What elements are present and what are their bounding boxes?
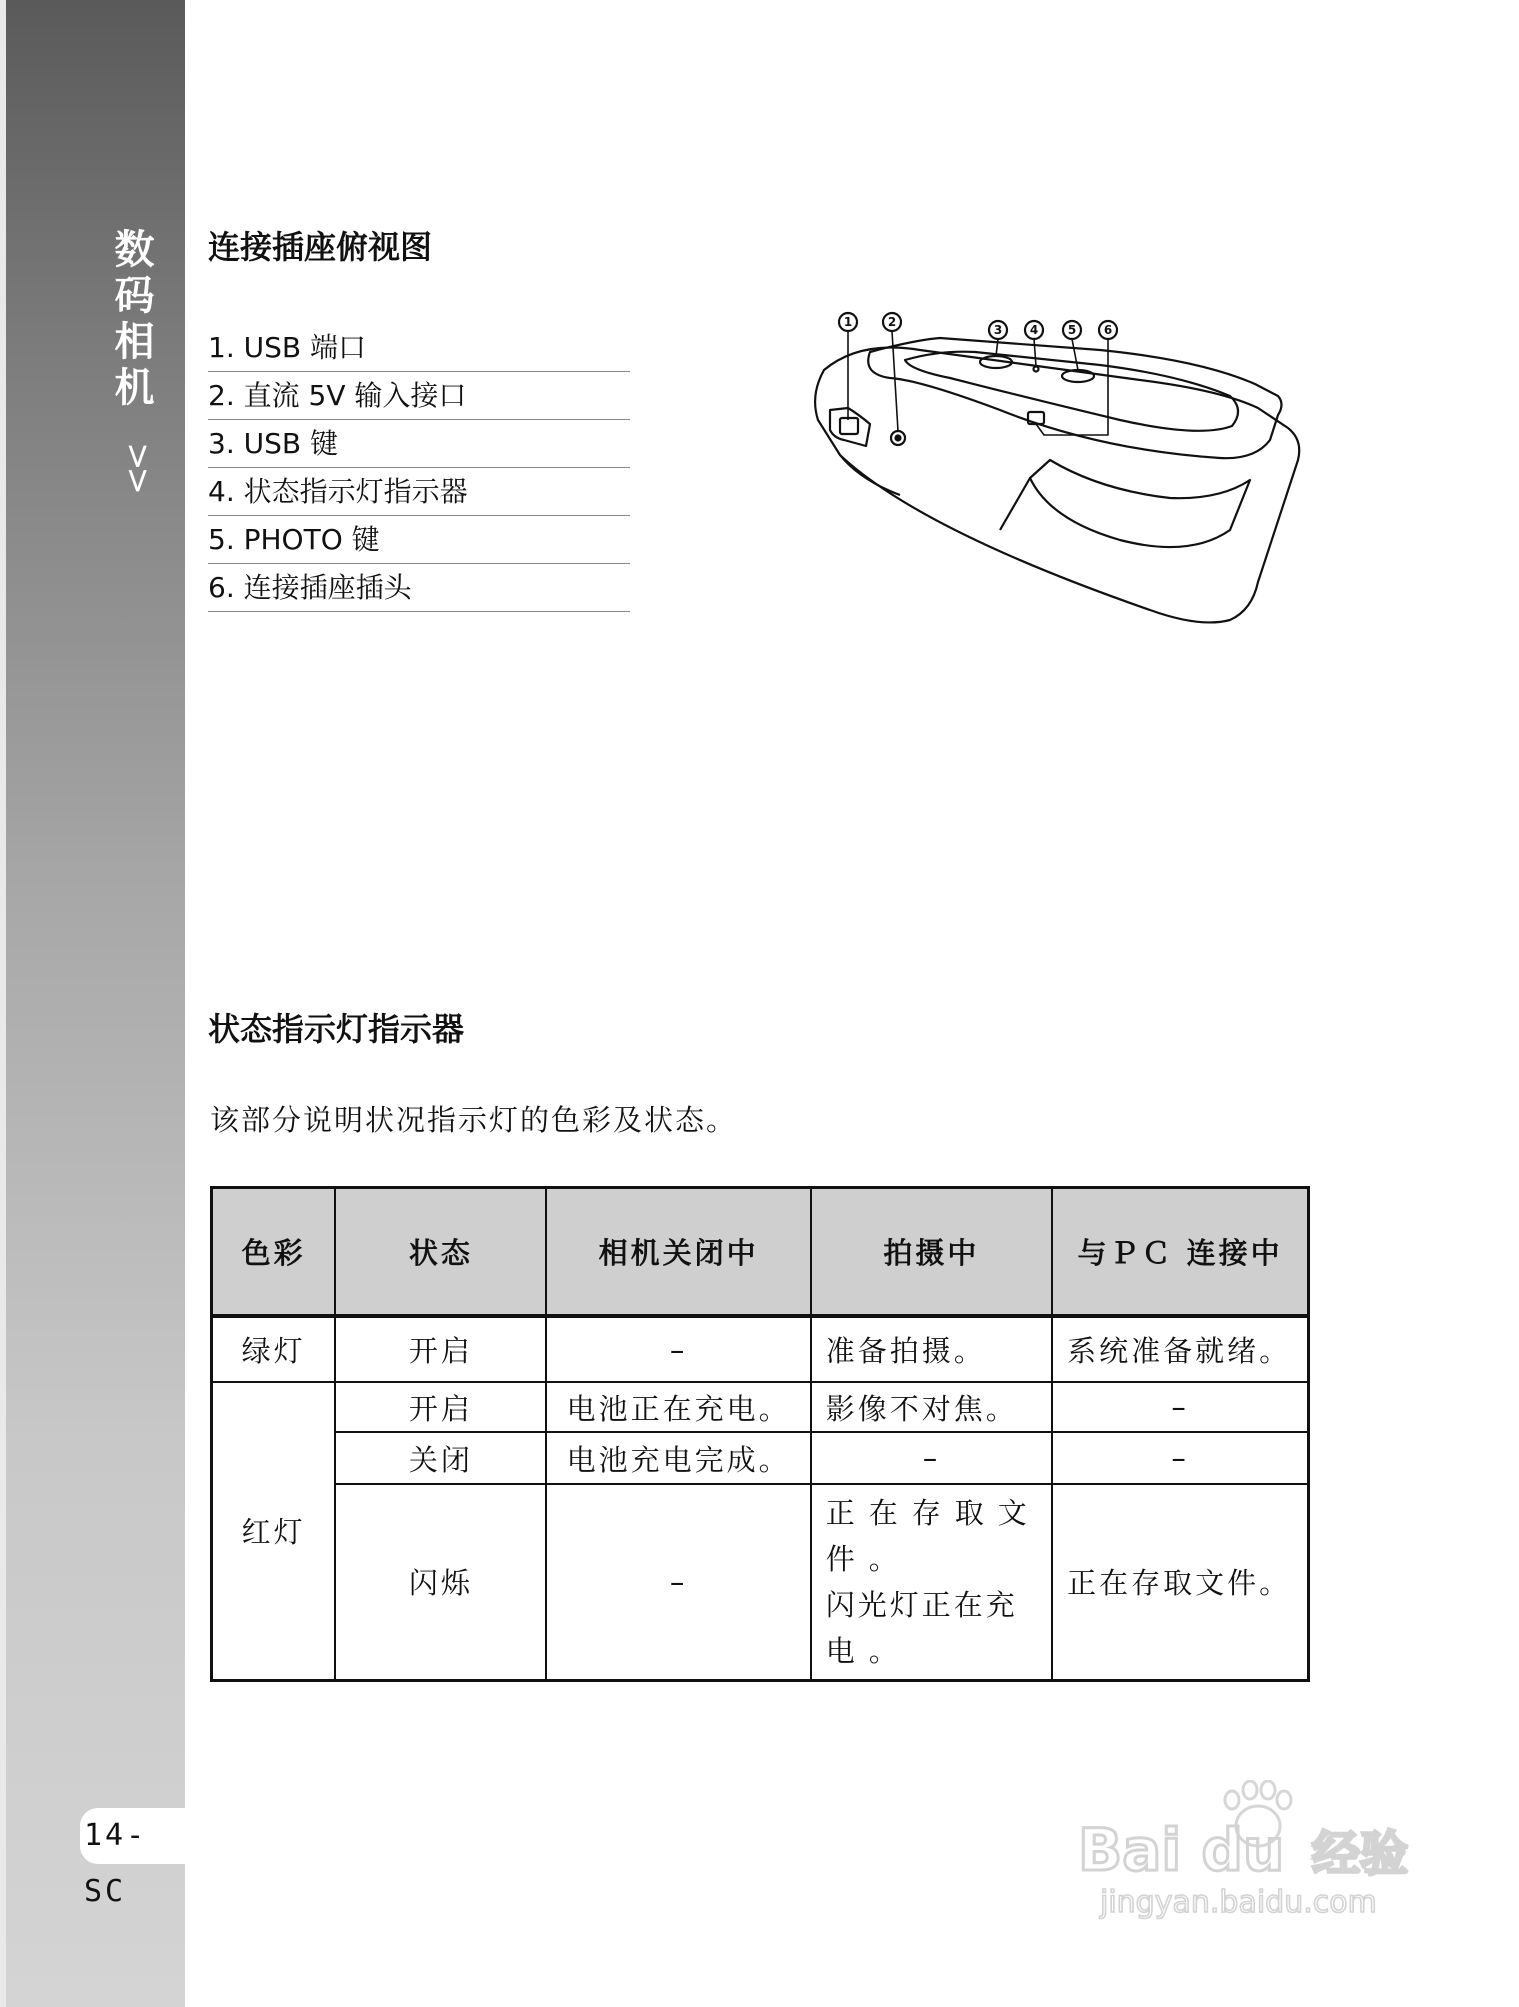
- callout-3: 3: [993, 323, 1003, 337]
- cell-state: 开启: [335, 1382, 546, 1432]
- dock-heading: 连接插座俯视图: [208, 228, 433, 266]
- cell-shooting: [811, 1484, 1052, 1680]
- cell-shooting: 影像不对焦。: [811, 1382, 1052, 1432]
- sidebar-chevron-icon: >>: [118, 442, 158, 491]
- part-item-1: 1. USB 端口: [208, 324, 630, 372]
- page-number: 14-SC: [80, 1808, 185, 1864]
- indicator-heading: 状态指示灯指示器: [208, 1010, 465, 1048]
- part-item-2: 2. 直流 5V 输入接口: [208, 372, 630, 420]
- cell-off: –: [546, 1484, 810, 1680]
- status-table: [210, 1186, 1310, 1682]
- table-row: [212, 1316, 1309, 1382]
- part-item-3: 3. USB 键: [208, 420, 630, 468]
- callout-5: 5: [1067, 323, 1077, 337]
- parts-list: [208, 324, 630, 612]
- dock-top-view-diagram: [800, 300, 1320, 680]
- callout-2: 2: [887, 315, 897, 329]
- baidu-watermark: [1072, 1780, 1432, 1920]
- status-led: [1034, 367, 1039, 372]
- header-state: 状态: [335, 1188, 546, 1317]
- header-camera-off: 相机关闭中: [546, 1188, 810, 1317]
- cell-line: 电。: [825, 1633, 912, 1668]
- header-color: 色彩: [212, 1188, 336, 1317]
- watermark-product: 经验: [1312, 1826, 1409, 1882]
- usb-port-recess: [830, 408, 870, 446]
- cell-shooting: 准备拍摄。: [811, 1316, 1052, 1382]
- sidebar-edge: [0, 0, 6, 2007]
- usb-port: [840, 418, 858, 434]
- callout-4: 4: [1029, 323, 1039, 337]
- cell-color-green: 绿灯: [212, 1316, 336, 1382]
- cell-pc: 系统准备就绪。: [1052, 1316, 1308, 1382]
- cell-state: 关闭: [335, 1432, 546, 1484]
- cell-line: 闪光灯正在充: [825, 1587, 1018, 1622]
- sidebar-title: 数码相机: [108, 228, 154, 412]
- part-item-6: 6. 连接插座插头: [208, 564, 630, 612]
- table-row: [212, 1432, 1309, 1484]
- indicator-description: 该部分说明状况指示灯的色彩及状态。: [210, 1103, 738, 1137]
- dock-scoop: [1030, 460, 1250, 547]
- cell-state: 闪烁: [335, 1484, 546, 1680]
- header-shooting: 拍摄中: [811, 1188, 1052, 1317]
- watermark-url: jingyan.baidu.com: [1100, 1885, 1377, 1920]
- cell-line: 件。: [825, 1541, 912, 1576]
- cell-off: 电池正在充电。: [546, 1382, 810, 1432]
- callout-1: 1: [843, 315, 853, 329]
- cell-pc: 正在存取文件。: [1052, 1484, 1308, 1680]
- watermark-brand: Bai du: [1078, 1816, 1285, 1884]
- cell-line: 正在存取文: [825, 1495, 1041, 1530]
- sidebar: [0, 0, 185, 2007]
- cell-color-red: 红灯: [212, 1382, 336, 1680]
- table-header-row: [212, 1188, 1309, 1317]
- cell-pc: –: [1052, 1432, 1308, 1484]
- part-item-5: 5. PHOTO 键: [208, 516, 630, 564]
- table-row: [212, 1382, 1309, 1432]
- table-row: [212, 1484, 1309, 1680]
- dock-body-outline: [815, 348, 1299, 623]
- header-pc-connected: 与ＰＣ 连接中: [1052, 1188, 1308, 1317]
- callout-6: 6: [1103, 323, 1113, 337]
- part-item-4: 4. 状态指示灯指示器: [208, 468, 630, 516]
- cell-pc: –: [1052, 1382, 1308, 1432]
- cell-state: 开启: [335, 1316, 546, 1382]
- cell-shooting: –: [811, 1432, 1052, 1484]
- cell-off: –: [546, 1316, 810, 1382]
- cell-off: 电池充电完成。: [546, 1432, 810, 1484]
